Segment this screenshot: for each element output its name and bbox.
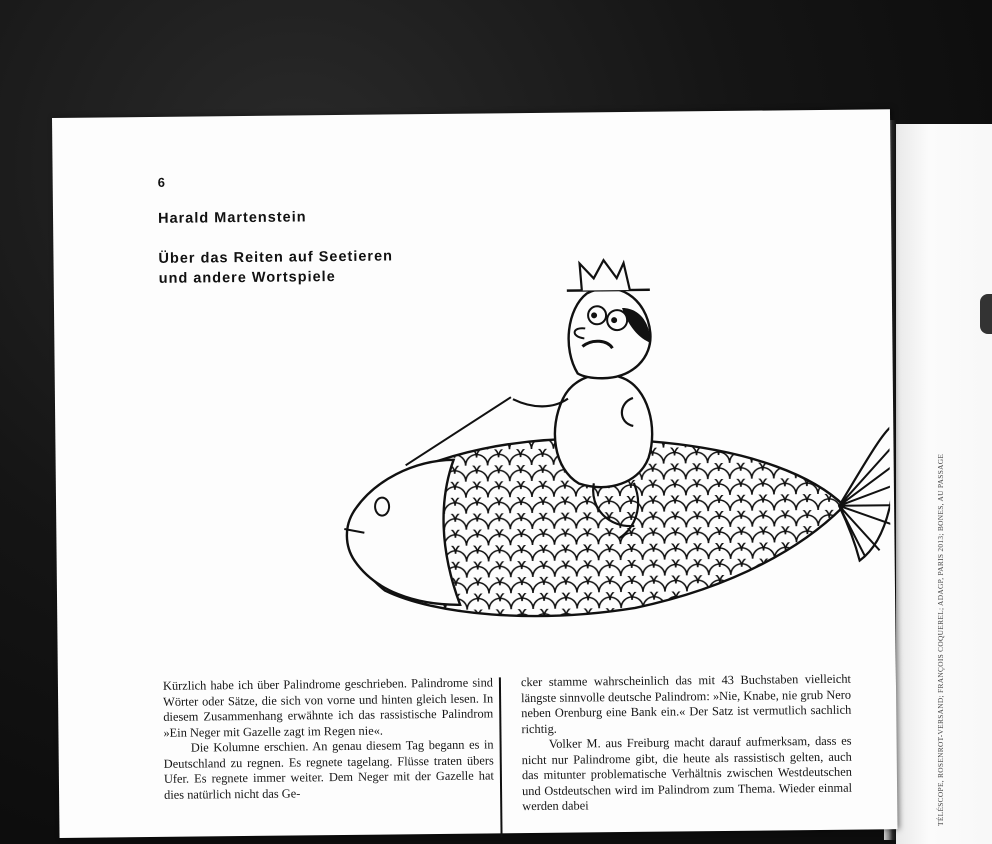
text-column-left: [163, 675, 494, 802]
text-column-right: [521, 672, 852, 815]
binder-clip: [980, 294, 992, 334]
title-line-1: Über das Reiten auf Seetieren: [158, 248, 394, 267]
left-page: [52, 109, 897, 838]
page-number: 6: [157, 174, 165, 190]
paragraph: Volker M. aus Freiburg macht darauf aufmerksam, dass es nicht nur Palindrome gibt, die heute als rassistisch gelten, auch das mitunter problematische Verhältnis zwischen Westdeutschen und Ostdeutschen wird im Palindrom zum Thema. Wieder einmal werden dabei: [521, 733, 853, 814]
title-line-2: und andere Wortspiele: [158, 269, 336, 287]
fish-rider-illustration: [331, 205, 892, 651]
paragraph: Die Kolumne erschien. An genau diesem Tag begann es in Deutschland zu regnen. Es regnete tagelang. Flüsse traten übers Ufer. Es regnete immer weiter. Dem Neger mit der Gazelle hat dies natürlich nicht das Ge-: [163, 737, 494, 802]
paragraph: cker stamme wahrscheinlich das mit 43 Buchstaben vielleicht längste sinnvolle deutsche Palindrom: »Nie, Knabe, nie grub Nero neben Orenburg eine Bank ein.« Der Satz ist vermutlich sachlich richtig.: [520, 671, 852, 736]
author-name: Harald Martenstein: [157, 209, 307, 227]
column-divider: [499, 677, 503, 837]
paragraph: Kürzlich habe ich über Palindrome geschrieben. Palindrome sind Wörter oder Sätze, die sich von vorne und hinten gleich lesen. In diesem Zusammenhang erwähnte ich das rassistische Palindrom »Ein Neger mit Gazelle zagt im Regen nie«.: [162, 675, 494, 740]
photo-credit: TÉLÉSCOPE, ROSENROT-VERSAND; FRANÇOIS COQUEREL; ADAGP, PARIS 2013; BONES, AU PASSAGE: [936, 453, 945, 826]
